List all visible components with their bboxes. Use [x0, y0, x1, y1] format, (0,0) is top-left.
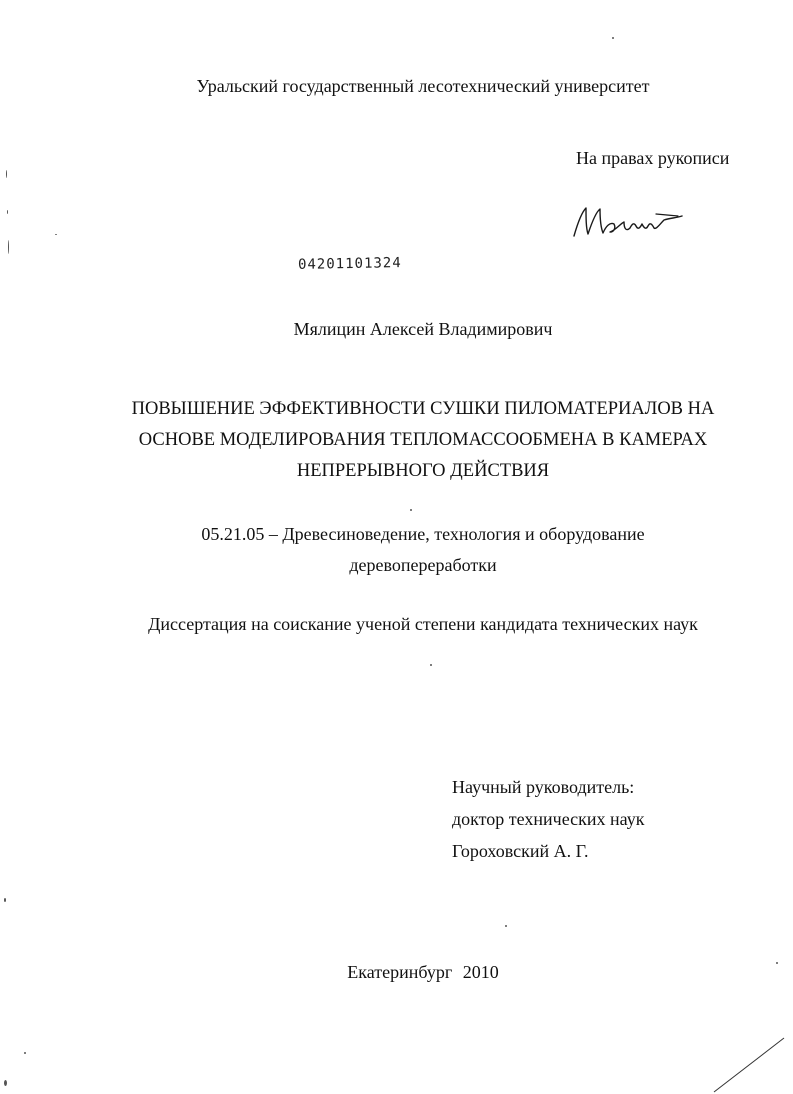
- manuscript-rights-note: На правах рукописи: [576, 148, 730, 168]
- scan-speck: [4, 898, 6, 902]
- scan-speck: [430, 664, 432, 666]
- specialty-code: [0, 519, 793, 581]
- scan-speck: [8, 240, 9, 254]
- registration-number-stamp: 04201101324: [297, 255, 402, 273]
- title-line: НЕПРЕРЫВНОГО ДЕЙСТВИЯ: [296, 461, 550, 481]
- university-name: Уральский государственный лесотехнический университет: [196, 76, 650, 96]
- scan-speck: [6, 170, 7, 178]
- supervisor-degree: доктор технических наук: [452, 809, 645, 829]
- corner-diagonal-mark: [706, 1036, 786, 1094]
- dissertation-type: Диссертация на соискание ученой степени кандидата технических наук: [148, 614, 698, 634]
- title-line: ПОВЫШЕНИЕ ЭФФЕКТИВНОСТИ СУШКИ ПИЛОМАТЕРИАЛОВ НА: [131, 399, 715, 419]
- scan-speck: [55, 234, 57, 235]
- scan-speck: [612, 37, 614, 39]
- author-name: Мялицин Алексей Владимирович: [293, 319, 553, 339]
- city-and-year: Екатеринбург 2010: [347, 962, 499, 982]
- specialty-line: деревопереработки: [349, 555, 497, 575]
- dissertation-title: [0, 394, 793, 487]
- title-line: ОСНОВЕ МОДЕЛИРОВАНИЯ ТЕПЛОМАССООБМЕНА В КАМЕРАХ: [138, 430, 708, 450]
- scan-speck: [410, 509, 412, 511]
- supervisor-block: [452, 771, 645, 867]
- supervisor-label: Научный руководитель:: [452, 777, 635, 797]
- scan-speck: [7, 210, 8, 214]
- scan-speck: [4, 1080, 7, 1086]
- scan-speck: [776, 962, 778, 964]
- scan-speck: [24, 1052, 26, 1054]
- supervisor-name: Гороховский А. Г.: [452, 841, 589, 861]
- specialty-line: 05.21.05 – Древесиноведение, технология и оборудование: [201, 524, 645, 544]
- scan-speck: [505, 925, 507, 927]
- handwritten-signature: [570, 200, 690, 246]
